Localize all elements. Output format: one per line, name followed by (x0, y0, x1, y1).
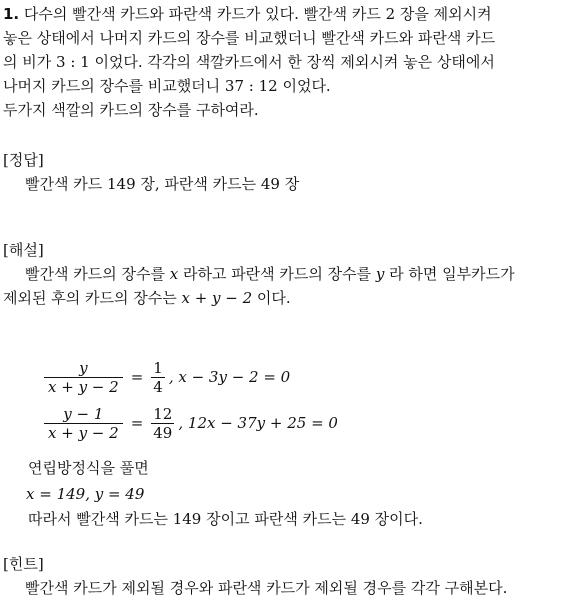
solve-text: 연립방정식을 풀면 (28, 459, 149, 477)
explanation-intro (3, 262, 571, 310)
explanation-line-2 (3, 286, 571, 310)
fraction-denominator: 4 (153, 377, 163, 396)
problem-number: 1. (3, 5, 20, 23)
explanation-line-1 (3, 262, 571, 286)
answer-text: 빨간색 카드 149 장, 파란색 카드는 49 장 (25, 175, 300, 193)
equals-sign: = (130, 414, 144, 432)
fraction-denominator: x + y − 2 (44, 377, 123, 396)
explanation-text: 라하고 파란색 카드의 장수를 (178, 265, 376, 283)
problem-text-line: 놓은 상태에서 나머지 카드의 장수를 비교했더니 빨간색 카드와 파란색 카드 (3, 29, 496, 47)
equation-1 (40, 354, 338, 400)
explanation-heading: [해설] (3, 241, 44, 259)
equation-tail: , x − 3y − 2 = 0 (168, 368, 291, 386)
fraction-numerator: y − 1 (63, 404, 104, 423)
fraction-numerator: y (79, 358, 88, 377)
equation-2 (40, 400, 338, 446)
explanation-text: 제외된 후의 카드의 장수는 (3, 289, 182, 307)
solution-values: x = 149, y = 49 (26, 485, 145, 503)
equation-system (40, 354, 338, 446)
equals-sign: = (130, 368, 144, 386)
math-expression: x + y − 2 (181, 289, 253, 307)
explanation-text: 빨간색 카드의 장수를 (25, 265, 170, 283)
explanation-text: 라 하면 일부카드가 (384, 265, 515, 283)
conclusion-text: 따라서 빨간색 카드는 149 장이고 파란색 카드는 49 장이다. (28, 510, 423, 528)
problem-text-line: 다수의 빨간색 카드와 파란색 카드가 있다. 빨간색 카드 2 장을 제외시켜 (23, 5, 492, 23)
fraction-denominator: x + y − 2 (44, 423, 123, 442)
math-var-y: y (375, 265, 385, 283)
fraction (151, 405, 174, 442)
problem-text-line: 의 비가 3 : 1 이었다. 각각의 색깔카드에서 한 장씩 제외시켜 놓은 상태에서 (3, 53, 495, 71)
fraction (44, 405, 123, 442)
fraction (151, 359, 165, 396)
fraction-numerator: 1 (153, 358, 163, 377)
explanation-text: 이다. (252, 289, 291, 307)
fraction-numerator: 12 (153, 404, 173, 423)
problem-text-line: 두가지 색깔의 카드의 장수를 구하여라. (3, 101, 259, 119)
answer-heading: [정답] (3, 151, 44, 169)
hint-text: 빨간색 카드가 제외될 경우와 파란색 카드가 제외될 경우를 각각 구해본다. (25, 579, 508, 597)
problem-line-1 (3, 2, 571, 26)
hint-heading: [힌트] (3, 555, 44, 573)
fraction-denominator: 49 (153, 423, 173, 442)
math-var-x: x (169, 265, 179, 283)
fraction (44, 359, 123, 396)
problem-text-line: 나머지 카드의 장수를 비교했더니 37 : 12 이었다. (3, 77, 331, 95)
problem-statement (3, 2, 571, 122)
equation-tail: , 12x − 37y + 25 = 0 (178, 414, 338, 432)
